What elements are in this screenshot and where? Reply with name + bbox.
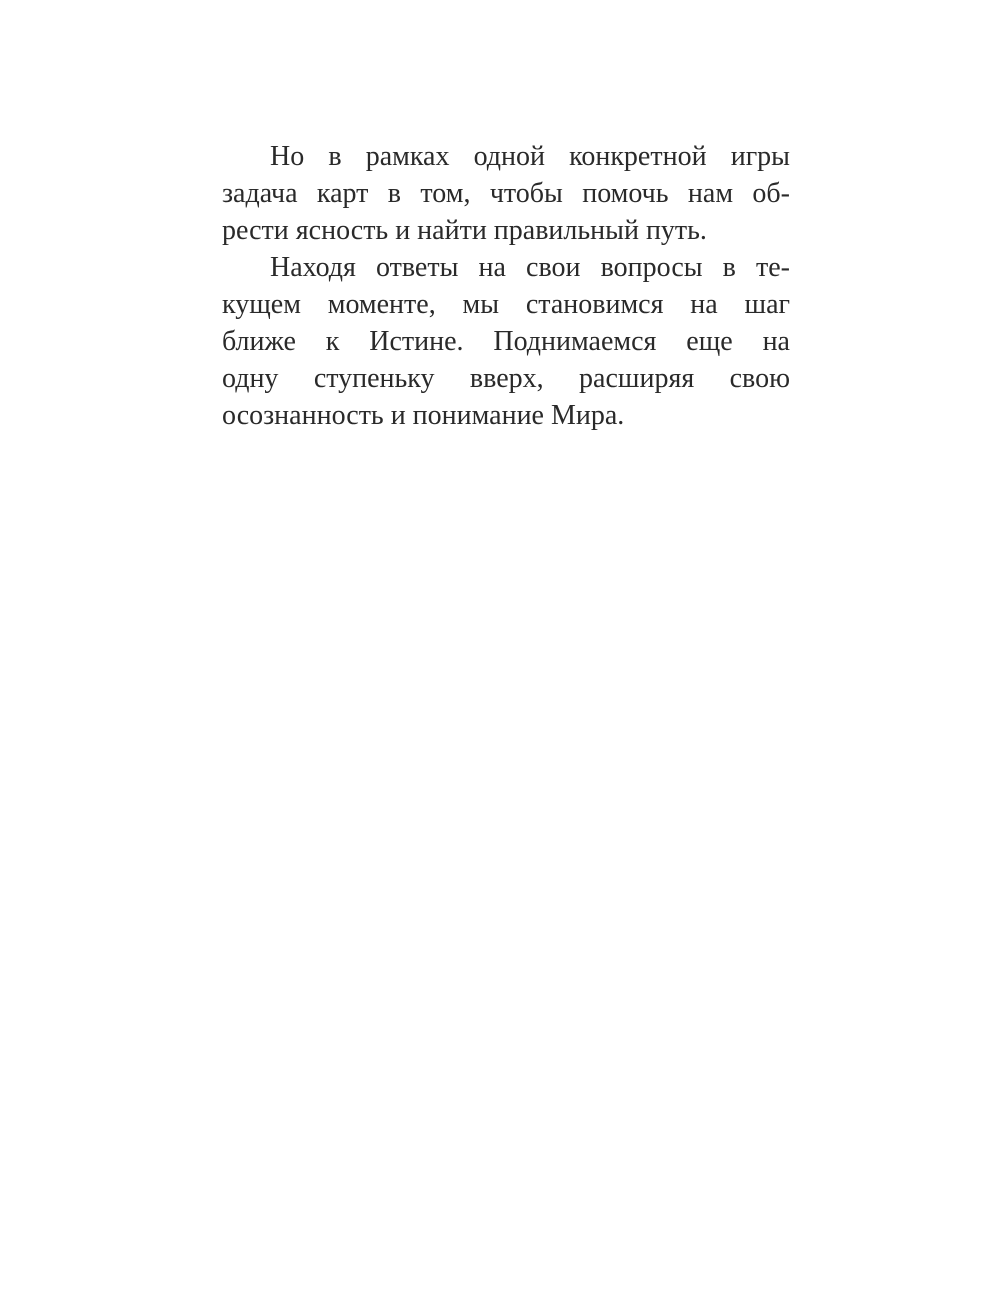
paragraph-2 (222, 249, 790, 434)
text-line: ближе к Истине. Поднимаемся еще на (222, 326, 790, 357)
text-line: рести ясность и найти правильный путь. (222, 215, 707, 246)
text-line: Но в рамках одной конкретной игры (270, 141, 790, 172)
body-text (222, 138, 790, 434)
text-line: Находя ответы на свои вопросы в те- (270, 252, 790, 283)
text-line: осознанность и понимание Мира. (222, 400, 625, 431)
text-line: одну ступеньку вверх, расширяя свою (222, 363, 790, 394)
text-line: задача карт в том, чтобы помочь нам об- (222, 178, 790, 209)
paragraph-1 (222, 138, 790, 249)
text-line: кущем моменте, мы становимся на шаг (222, 289, 790, 320)
